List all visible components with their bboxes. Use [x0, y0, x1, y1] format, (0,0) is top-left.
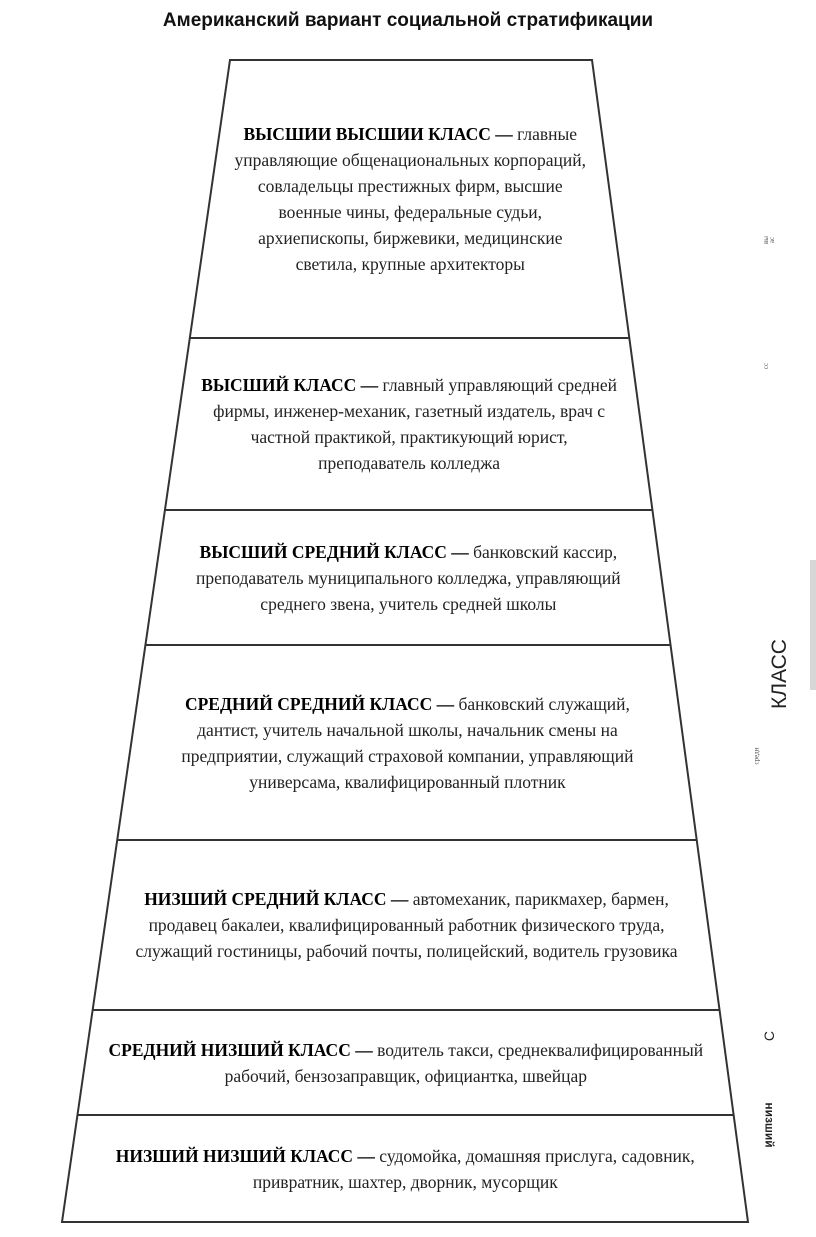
side-label-klass: КЛАСС: [767, 639, 791, 709]
tier-name: НИЗШИЙ НИЗШИЙ КЛАСС: [115, 1145, 354, 1166]
side-label-s: С: [761, 1030, 778, 1042]
tier-name: СРЕДНИЙ НИЗШИЙ КЛАСС: [108, 1039, 351, 1060]
tier-description: главные управляющие общенациональных корпораций, совладельцы престижных фирм, высшие военные чины, федеральные судьи, архиепископы, биржевики, медицинские светила, крупные архитекторы: [234, 124, 586, 274]
side-label-top-b: ас: [768, 236, 777, 244]
tier-separator: —: [353, 1145, 380, 1166]
tier-name: ВЫСШИЙ КЛАСС: [201, 375, 357, 395]
tier-1: [232, 64, 589, 334]
tier-description: банковский кассир, преподаватель муниципального колледжа, управляющий среднего звена, учитель средней школы: [195, 541, 621, 614]
diagram-title: Американский вариант социальной стратификации: [162, 10, 654, 31]
tier-7: [92, 1119, 719, 1218]
tier-separator: —: [432, 693, 459, 714]
tier-text: [127, 886, 686, 964]
tier-description: судомойка, домашняя прислуга, садовник, привратник, шахтер, дворник, мусорщик: [252, 1145, 695, 1192]
side-label-middle-prefix: средн: [752, 747, 761, 765]
tier-description: водитель такси, среднеквалифицированный рабочий, бензозаправщик, официантка, швейцар: [224, 1039, 704, 1086]
tier-separator: —: [356, 375, 383, 395]
tier-separator: —: [446, 541, 474, 562]
tier-separator: —: [386, 889, 413, 909]
tier-text: [153, 691, 661, 795]
tier-4: [153, 649, 661, 836]
tier-separator: —: [350, 1039, 378, 1060]
tier-2: [199, 342, 618, 506]
tier-description: автомеханик, парикмахер, бармен, продавец бакалеи, квалифицированный работник физического труда, служащий гостиницы, рабочий почты, полицейский, водитель грузовика: [135, 889, 678, 961]
side-label-top-c: сс: [762, 362, 771, 370]
tier-description: банковский служащий, дантист, учитель начальной школы, начальник смены на предприятии, служащий страховой компании, управляющий универсама, квалифицированный плотник: [181, 693, 634, 792]
tier-6: [107, 1014, 705, 1111]
tier-text: [107, 1037, 705, 1089]
tier-name: СРЕДНИЙ СРЕДНИЙ КЛАСС: [184, 693, 433, 714]
side-label-top-a: вы: [762, 235, 771, 245]
tier-description: главный управляющий средней фирмы, инженер-механик, газетный издатель, врач с частной практикой, практикующий юрист, преподаватель колледжа: [213, 375, 618, 473]
tier-name: ВЫСШИЙ СРЕДНИЙ КЛАСС: [199, 541, 447, 562]
tier-name: НИЗШИЙ СРЕДНИЙ КЛАСС: [144, 889, 387, 909]
scrollbar[interactable]: [810, 560, 816, 690]
tier-name: ВЫСШИИ ВЫСШИИ КЛАСС: [243, 124, 491, 144]
tier-3: [177, 514, 639, 641]
tier-text: [92, 1143, 719, 1195]
side-label-lower-prefix: низший: [762, 1102, 777, 1148]
tier-text: [232, 121, 589, 277]
tier-separator: —: [490, 124, 518, 144]
tier-text: [199, 372, 618, 476]
tier-text: [177, 539, 639, 617]
tier-5: [127, 844, 686, 1006]
